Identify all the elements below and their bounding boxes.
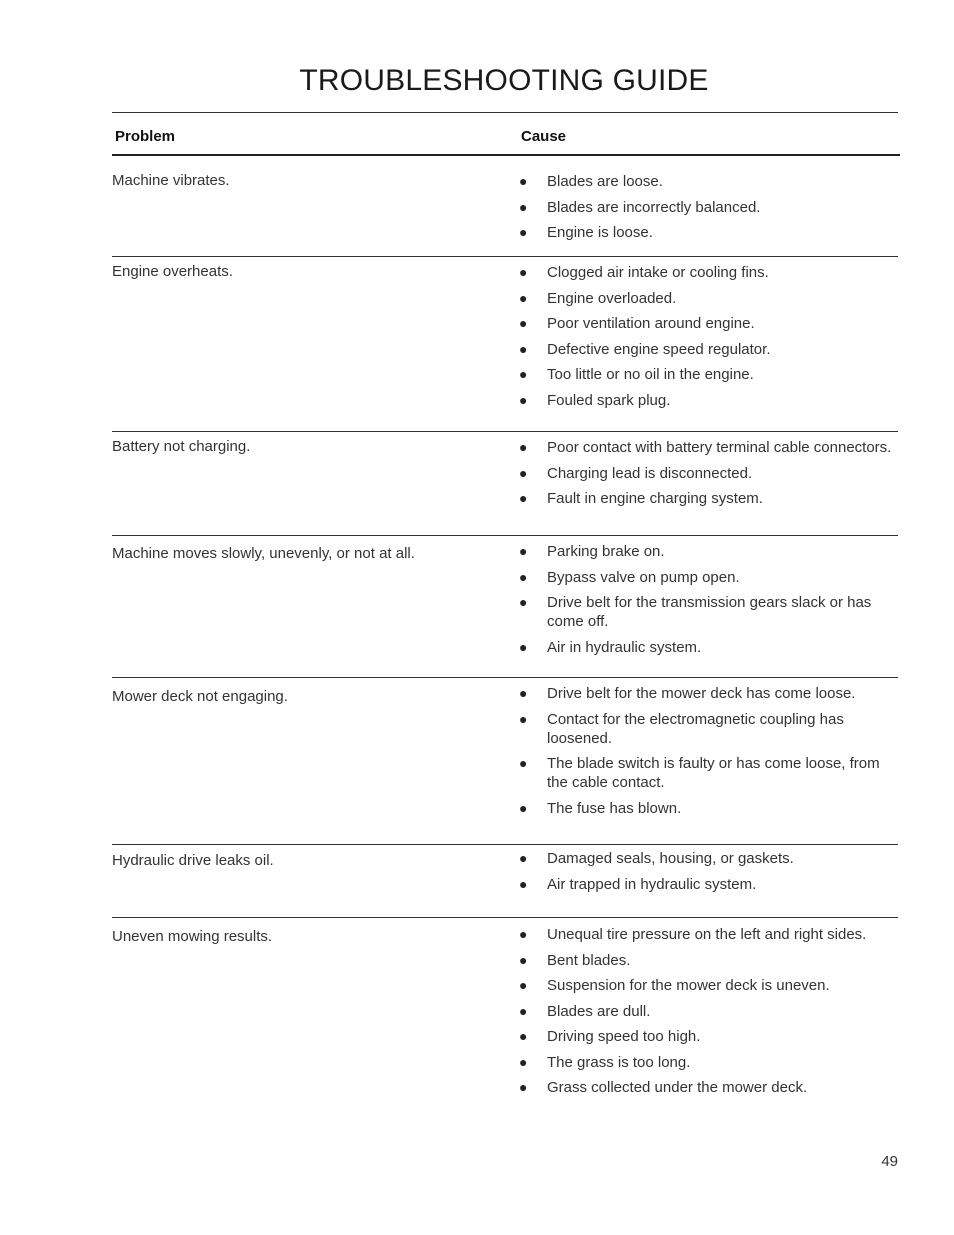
cause-list (515, 684, 898, 824)
bullet-icon: ● (519, 173, 528, 189)
problem-text: Hydraulic drive leaks oil. (112, 852, 274, 869)
bullet-icon: ● (519, 710, 528, 727)
cause-item: ● The grass is too long. (519, 1053, 691, 1071)
title-divider (112, 112, 898, 113)
page-title: TROUBLESHOOTING GUIDE (299, 64, 709, 97)
cause-item: ● Fault in engine charging system. (519, 490, 763, 507)
cause-item: ● Drive belt for the mower deck has come loose. (519, 685, 856, 702)
bullet-icon: ● (519, 391, 528, 408)
bullet-icon: ● (519, 755, 528, 771)
bullet-icon: ● (519, 340, 528, 357)
bullet-icon: ● (519, 799, 528, 816)
bullet-icon: ● (519, 439, 528, 455)
cause-item: ● Too little or no oil in the engine. (519, 366, 754, 383)
bullet-icon: ● (519, 951, 528, 968)
cause-list (515, 849, 898, 900)
cause-item: ● The blade switch is faulty or has come loose, from the cable contact. (519, 755, 880, 791)
cause-column-header: Cause (521, 128, 567, 145)
bullet-icon: ● (519, 926, 528, 942)
page-number: 49 (881, 1153, 898, 1170)
cause-list (515, 438, 898, 515)
problem-column-header: Problem (115, 128, 176, 145)
table-row (112, 917, 898, 1096)
problem-text: Machine moves slowly, unevenly, or not at all. (112, 545, 415, 562)
cause-item: ● Charging lead is disconnected. (519, 464, 753, 482)
bullet-icon: ● (519, 977, 528, 993)
table-row (112, 535, 898, 656)
table-row (112, 677, 898, 817)
cause-item: ● Clogged air intake or cooling fins. (519, 264, 769, 281)
cause-item: ● Unequal tire pressure on the left and right sides. (519, 926, 867, 943)
cause-list (515, 172, 898, 249)
bullet-icon: ● (519, 638, 528, 655)
bullet-icon: ● (519, 289, 528, 306)
cause-item: ● Blades are loose. (519, 173, 663, 190)
bullet-icon: ● (519, 224, 528, 240)
problem-text: Battery not charging. (112, 438, 251, 455)
cause-list (515, 263, 898, 416)
cause-item: ● Poor ventilation around engine. (519, 315, 755, 332)
cause-item: ● Fouled spark plug. (519, 391, 671, 409)
cause-item: ● Suspension for the mower deck is uneven. (519, 977, 830, 994)
bullet-icon: ● (519, 875, 528, 892)
bullet-icon: ● (519, 594, 528, 610)
table-row (112, 431, 898, 507)
cause-item: ● Blades are dull. (519, 1002, 651, 1020)
cause-item: ● Defective engine speed regulator. (519, 340, 771, 358)
cause-item: ● Driving speed too high. (519, 1028, 701, 1045)
bullet-icon: ● (519, 490, 528, 506)
table-row (112, 256, 898, 409)
bullet-icon: ● (519, 850, 528, 866)
cause-item: ● Drive belt for the transmission gears slack or has come off. (519, 594, 872, 630)
cause-item: ● Parking brake on. (519, 543, 665, 560)
bullet-icon: ● (519, 568, 528, 585)
cause-item: ● Engine is loose. (519, 224, 653, 241)
problem-text: Mower deck not engaging. (112, 688, 288, 705)
bullet-icon: ● (519, 366, 528, 382)
problem-text: Machine vibrates. (112, 172, 230, 189)
cause-item: ● Bypass valve on pump open. (519, 568, 740, 586)
cause-list (515, 925, 898, 1104)
cause-item: ● Blades are incorrectly balanced. (519, 198, 761, 216)
cause-item: ● Grass collected under the mower deck. (519, 1079, 808, 1096)
cause-item: ● Air trapped in hydraulic system. (519, 875, 757, 893)
bullet-icon: ● (519, 264, 528, 280)
cause-list (515, 542, 898, 663)
cause-item: ● Bent blades. (519, 951, 631, 969)
bullet-icon: ● (519, 198, 528, 215)
bullet-icon: ● (519, 543, 528, 559)
cause-item: ● Damaged seals, housing, or gaskets. (519, 850, 794, 867)
cause-item: ● Poor contact with battery terminal cable connectors. (519, 439, 892, 456)
cause-item: ● Contact for the electromagnetic coupling has loosened. (519, 710, 844, 747)
cause-item: ● Engine overloaded. (519, 289, 677, 307)
bullet-icon: ● (519, 1079, 528, 1095)
cause-item: ● The fuse has blown. (519, 799, 682, 817)
problem-text: Uneven mowing results. (112, 928, 273, 945)
bullet-icon: ● (519, 1053, 528, 1070)
bullet-icon: ● (519, 315, 528, 331)
bullet-icon: ● (519, 464, 528, 481)
bullet-icon: ● (519, 1002, 528, 1019)
table-row (112, 844, 898, 893)
table-header (112, 128, 900, 156)
bullet-icon: ● (519, 685, 528, 701)
problem-text: Engine overheats. (112, 263, 233, 280)
cause-item: ● Air in hydraulic system. (519, 638, 702, 656)
bullet-icon: ● (519, 1028, 528, 1044)
